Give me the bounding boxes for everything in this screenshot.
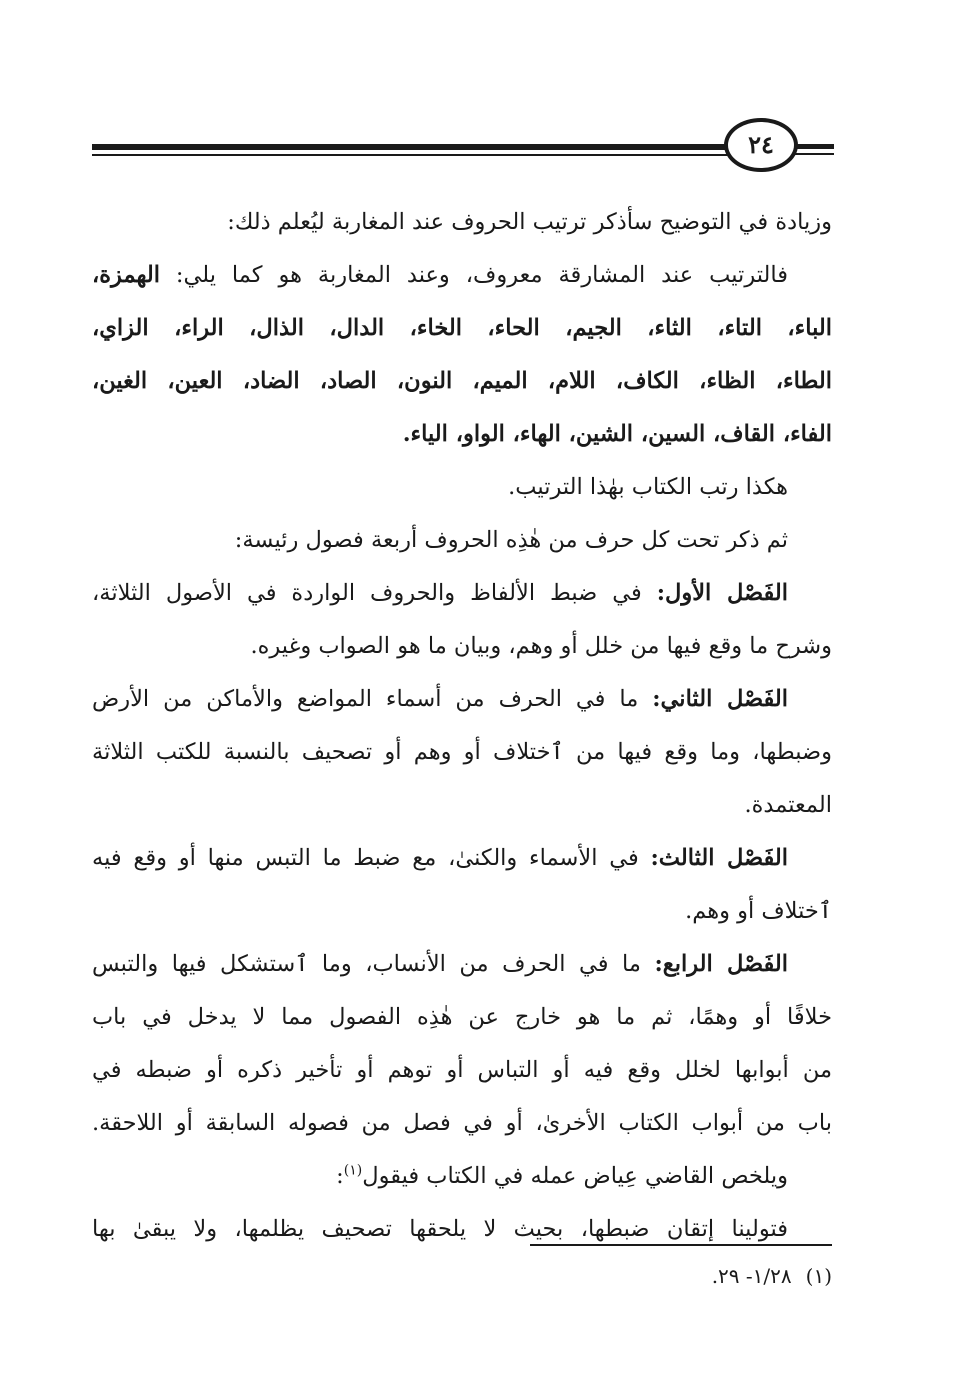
section-line (92, 938, 832, 991)
text-line: وزيادة في التوضيح سأذكر ترتيب الحروف عند المغاربة ليُعلم ذلك: (227, 209, 832, 235)
footnote (530, 1262, 832, 1290)
header-rule-right-thick (792, 144, 834, 149)
text-line: المعتمدة. (744, 792, 832, 818)
page-number: ٢٤ (748, 130, 774, 159)
text-run: في ضبط الألفاظ والحروف الواردة في الأصول الثلاثة، (92, 580, 642, 606)
footnote-text: ١/٢٨- ٢٩. (711, 1264, 792, 1288)
section-line (92, 567, 832, 620)
text-run: : (336, 1163, 344, 1189)
footnote-separator (530, 1244, 832, 1246)
letters-line: الطاء، الظاء، الكاف، اللام، الميم، النون، الصاد، الضاد، العين، الغين، (92, 368, 832, 394)
letters-line: الفاء، القاف، السين، الشين، الهاء، الواو، الياء. (402, 421, 832, 447)
letters-line: الباء، التاء، الثاء، الجيم، الحاء، الخاء، الدال، الذال، الراء، الزاي، (92, 315, 832, 341)
section-heading-second: الفَصْل الثاني: (652, 686, 789, 712)
text-line: وضبطها، وما وقع فيها من ٱختلاف أو وهم أو تصحيف بالنسبة للكتب الثلاثة (92, 739, 832, 765)
text-line (92, 1150, 832, 1203)
text-line: خلافًا أو وهمًا، ثم ما هو خارج عن هٰذِه الفصول مما لا يدخل في باب (92, 1004, 832, 1030)
section-heading-third: الفَصْل الثالث: (650, 845, 788, 871)
section-heading-fourth: الفَصْل الرابع: (654, 951, 788, 977)
section-line (92, 673, 832, 726)
page-header (92, 118, 834, 176)
text-line (92, 249, 832, 302)
text-line: وشرح ما وقع فيها من خلل أو وهم، وبيان ما هو الصواب وغيره. (250, 633, 832, 659)
text-line: هكذا رتب الكتاب بهٰذا الترتيب. (508, 474, 788, 500)
footnote-reference: (١) (343, 1162, 363, 1179)
text-run: ما في الحرف من أسماء المواضع والأماكن من الأرض (92, 686, 639, 712)
letter-name-bold: الهمزة، (92, 262, 160, 288)
footnote-marker: (١) (805, 1264, 832, 1288)
text-line: فتولينا إتقان ضبطها، بحيث لا يلحقها تصحيف يظلمها، ولا يبقىٰ بها (92, 1216, 788, 1242)
text-line: باب من أبواب الكتاب الأخرىٰ، أو في فصل من فصوله السابقة أو اللاحقة. (92, 1110, 832, 1136)
text-run: ويلخص القاضي عِياض عمله في الكتاب فيقول (362, 1163, 788, 1189)
header-rule-thin (92, 154, 732, 156)
text-run: فالترتيب عند المشارقة معروف، وعند المغاربة هو كما يلي: (175, 262, 788, 288)
header-rule-right-thin (792, 153, 834, 155)
page-number-oval (724, 118, 798, 172)
section-line (92, 832, 832, 885)
main-text (92, 196, 832, 1256)
text-run: في الأسماء والكنىٰ، مع ضبط ما التبس منها أو وقع فيه (92, 845, 639, 871)
text-line: ٱختلاف أو وهم. (685, 898, 832, 924)
section-heading-first: الفَصْل الأول: (656, 580, 788, 606)
text-line: من أبوابها لخلل وقع فيه أو التباس أو توهم أو تأخير ذكره أو ضبطه في (92, 1057, 832, 1083)
text-line: ثم ذكر تحت كل حرف من هٰذِه الحروف أربعة فصول رئيسة: (234, 527, 788, 553)
text-run: ما في الحرف من الأنساب، وما ٱستشكل فيها والتبس (92, 951, 641, 977)
header-rule-thick (92, 144, 732, 150)
